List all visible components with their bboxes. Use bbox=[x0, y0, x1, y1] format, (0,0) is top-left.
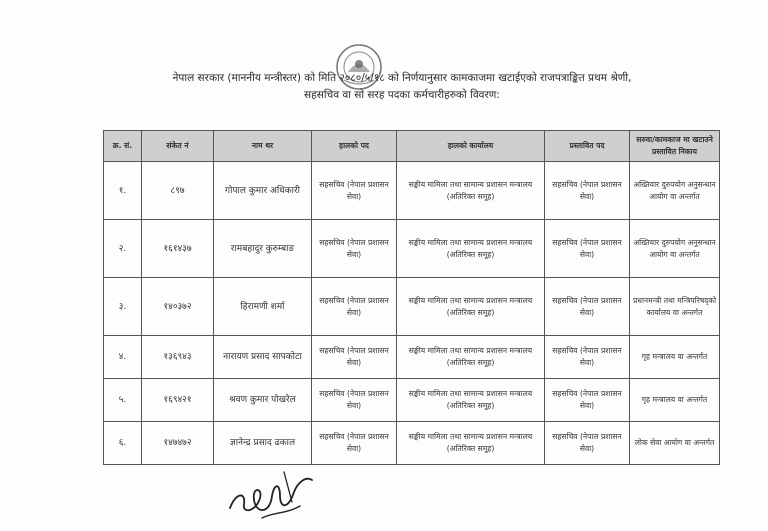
name-cell: गोपाल कुमार अधिकारी bbox=[214, 162, 312, 220]
current-office-cell: सङ्घीय मामिला तथा सामान्य प्रशासन मन्त्रालय (अतिरिक्त समूह) bbox=[397, 379, 545, 422]
proposed-office-cell: गृह मन्त्रालय वा अन्तर्गत bbox=[630, 336, 720, 379]
proposed-post-cell: सहसचिव (नेपाल प्रशासन सेवा) bbox=[545, 220, 630, 278]
header-current-office: हालको कार्यालय bbox=[397, 131, 545, 162]
heading-line-2: सहसचिव वा सो सरह पदका कर्मचारीहरुको विवरण: bbox=[304, 89, 500, 101]
current-post-cell: सहसचिव (नेपाल प्रशासन सेवा) bbox=[312, 278, 397, 336]
name-cell: नारायण प्रसाद सापकोटा bbox=[214, 336, 312, 379]
table-row bbox=[104, 162, 720, 220]
proposed-post-cell: सहसचिव (नेपाल प्रशासन सेवा) bbox=[545, 422, 630, 465]
name-cell: ज्ञानेन्द्र प्रसाद ढकाल bbox=[214, 422, 312, 465]
current-office-cell: सङ्घीय मामिला तथा सामान्य प्रशासन मन्त्रालय (अतिरिक्त समूह) bbox=[397, 422, 545, 465]
header-code: संकेत नं bbox=[142, 131, 214, 162]
proposed-post-cell: सहसचिव (नेपाल प्रशासन सेवा) bbox=[545, 278, 630, 336]
proposed-office-cell: गृह मन्त्रालय वा अन्तर्गत bbox=[630, 379, 720, 422]
table-row bbox=[104, 278, 720, 336]
proposed-office-cell: अख्तियार दुरुपयोग अनुसन्धान आयोग वा अन्तर्गत bbox=[630, 162, 720, 220]
header-name: नाम थर bbox=[214, 131, 312, 162]
current-post-cell: सहसचिव (नेपाल प्रशासन सेवा) bbox=[312, 162, 397, 220]
heading-line-1: नेपाल सरकार (माननीय मन्त्रीस्तर) को मिति २०८०/५/१८ को निर्णयानुसार कामकाजमा खटाईएको राजपत्राङ्कित प्रथम श्रेणी, bbox=[172, 72, 632, 84]
proposed-post-cell: सहसचिव (नेपाल प्रशासन सेवा) bbox=[545, 379, 630, 422]
serial-cell: ३. bbox=[104, 278, 142, 336]
code-cell: १४७४७२ bbox=[142, 422, 214, 465]
serial-cell: ४. bbox=[104, 336, 142, 379]
table-row bbox=[104, 336, 720, 379]
document-heading bbox=[112, 70, 692, 104]
serial-cell: ६. bbox=[104, 422, 142, 465]
table-row bbox=[104, 220, 720, 278]
current-post-cell: सहसचिव (नेपाल प्रशासन सेवा) bbox=[312, 336, 397, 379]
header-serial: क्र. सं. bbox=[104, 131, 142, 162]
code-cell: १६९४२१ bbox=[142, 379, 214, 422]
current-office-cell: सङ्घीय मामिला तथा सामान्य प्रशासन मन्त्रालय (अतिरिक्त समूह) bbox=[397, 278, 545, 336]
proposed-post-cell: सहसचिव (नेपाल प्रशासन सेवा) bbox=[545, 336, 630, 379]
name-cell: रामबहादुर कुरुम्बाङ bbox=[214, 220, 312, 278]
table-header-row bbox=[104, 131, 720, 162]
serial-cell: २. bbox=[104, 220, 142, 278]
header-current-post: हालको पद bbox=[312, 131, 397, 162]
serial-cell: ५. bbox=[104, 379, 142, 422]
current-post-cell: सहसचिव (नेपाल प्रशासन सेवा) bbox=[312, 422, 397, 465]
code-cell: १४०३७२ bbox=[142, 278, 214, 336]
table-row bbox=[104, 422, 720, 465]
current-post-cell: सहसचिव (नेपाल प्रशासन सेवा) bbox=[312, 220, 397, 278]
current-office-cell: सङ्घीय मामिला तथा सामान्य प्रशासन मन्त्रालय (अतिरिक्त समूह) bbox=[397, 220, 545, 278]
code-cell: ८९७ bbox=[142, 162, 214, 220]
proposed-post-cell: सहसचिव (नेपाल प्रशासन सेवा) bbox=[545, 162, 630, 220]
handwritten-signature bbox=[222, 462, 322, 526]
proposed-office-cell: अख्तियार दुरुपयोग अनुसन्धान आयोग वा अन्तर्गत bbox=[630, 220, 720, 278]
name-cell: हिरामणी शर्मा bbox=[214, 278, 312, 336]
proposed-office-cell: प्रधानमन्त्री तथा मन्त्रिपरिषद्को कार्यालय वा अन्तर्गत bbox=[630, 278, 720, 336]
current-post-cell: सहसचिव (नेपाल प्रशासन सेवा) bbox=[312, 379, 397, 422]
table-row bbox=[104, 379, 720, 422]
serial-cell: १. bbox=[104, 162, 142, 220]
code-cell: १६१४३७ bbox=[142, 220, 214, 278]
name-cell: श्रवण कुमार पोखरेल bbox=[214, 379, 312, 422]
officials-table bbox=[103, 130, 720, 465]
proposed-office-cell: लोक सेवा आयोग वा अन्तर्गत bbox=[630, 422, 720, 465]
current-office-cell: सङ्घीय मामिला तथा सामान्य प्रशासन मन्त्रालय (अतिरिक्त समूह) bbox=[397, 336, 545, 379]
header-proposed-office: सरुवा/कामकाज मा खटाउने प्रस्तावित निकाय bbox=[630, 131, 720, 162]
code-cell: १३६९४३ bbox=[142, 336, 214, 379]
header-proposed-post: प्रस्तावित पद bbox=[545, 131, 630, 162]
current-office-cell: सङ्घीय मामिला तथा सामान्य प्रशासन मन्त्रालय (अतिरिक्त समूह) bbox=[397, 162, 545, 220]
